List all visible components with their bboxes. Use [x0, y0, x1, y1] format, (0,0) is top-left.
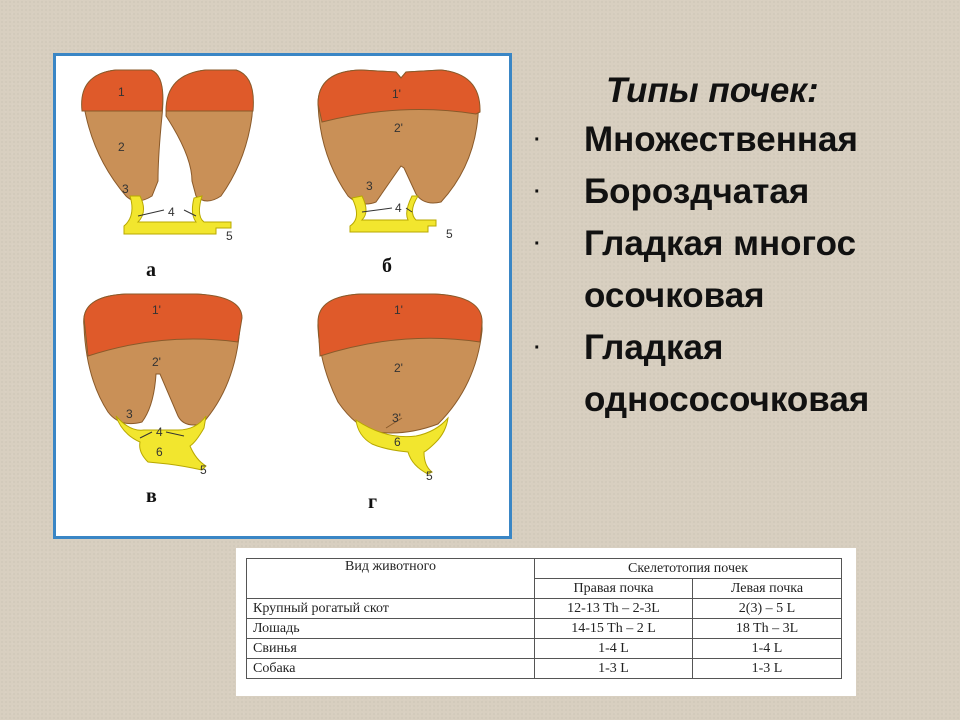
cell-left: 1-4 L [693, 639, 842, 659]
label-v-6: 6 [156, 445, 163, 459]
kidney-types-text [520, 68, 950, 426]
label-b-2: 2' [394, 121, 403, 135]
heading: Типы почек: [606, 71, 819, 110]
label-a-4: 4 [168, 205, 175, 219]
cell-right: 1-3 L [535, 659, 693, 679]
label-a-5: 5 [226, 229, 233, 243]
kidney-diagrams [56, 56, 509, 536]
label-g-2: 2' [394, 361, 403, 375]
kidney-types-list [520, 114, 950, 426]
bullet-icon: · [534, 181, 541, 203]
label-v-2: 2' [152, 355, 161, 369]
table-row [247, 599, 842, 619]
list-item [520, 218, 874, 322]
bullet-icon: · [534, 233, 541, 255]
type-label: Бороздчатая [584, 172, 810, 211]
bullet-icon: · [534, 337, 541, 359]
label-v-5: 5 [200, 463, 207, 477]
type-label: Гладкая многососочковая [584, 224, 857, 315]
label-b-1: 1' [392, 87, 401, 101]
type-label: Множественная [584, 120, 858, 159]
kidney-diagram-b [318, 70, 480, 277]
label-b-4: 4 [395, 201, 402, 215]
label-a-1: 1 [118, 85, 125, 99]
kidney-diagram-a [82, 70, 254, 281]
kidney-diagram-g [318, 294, 482, 513]
subfigure-letter-a: а [146, 259, 156, 281]
cell-right: 12-13 Th – 2-3L [535, 599, 693, 619]
header-left-kidney: Левая почка [693, 579, 842, 599]
table-row [247, 619, 842, 639]
list-item [520, 322, 914, 426]
label-b-3: 3 [366, 179, 373, 193]
label-a-3: 3 [122, 182, 129, 196]
label-g-3: 3' [392, 411, 401, 425]
cell-right: 14-15 Th – 2 L [535, 619, 693, 639]
list-item [520, 166, 950, 218]
cell-right: 1-4 L [535, 639, 693, 659]
bullet-icon: · [534, 129, 541, 151]
cell-left: 1-3 L [693, 659, 842, 679]
header-skeletotopy: Скелетотопия почек [535, 559, 842, 579]
subfigure-letter-g: г [368, 491, 378, 513]
kidney-types-figure [53, 53, 512, 539]
label-g-5: 5 [426, 469, 433, 483]
cell-left: 2(3) – 5 L [693, 599, 842, 619]
skeletotopy-table-panel [236, 548, 856, 696]
label-v-4: 4 [156, 425, 163, 439]
skeletotopy-table [246, 558, 842, 679]
cell-animal: Лошадь [247, 619, 535, 639]
header-animal: Вид животного [247, 559, 535, 599]
header-right-kidney: Правая почка [535, 579, 693, 599]
kidney-diagram-v [84, 294, 242, 507]
cell-animal: Свинья [247, 639, 535, 659]
label-v-3: 3 [126, 407, 133, 421]
label-g-6: 6 [394, 435, 401, 449]
label-b-5: 5 [446, 227, 453, 241]
list-item [520, 114, 950, 166]
subfigure-letter-b: б [382, 255, 392, 277]
subfigure-letter-v: в [146, 485, 157, 507]
cell-animal: Крупный рогатый скот [247, 599, 535, 619]
table-header-row [247, 559, 842, 579]
table-row [247, 639, 842, 659]
type-label: Гладкая однососочковая [584, 328, 870, 419]
label-v-1: 1' [152, 303, 161, 317]
cell-animal: Собака [247, 659, 535, 679]
label-g-1: 1' [394, 303, 403, 317]
table-row [247, 659, 842, 679]
label-a-2: 2 [118, 140, 125, 154]
cell-left: 18 Th – 3L [693, 619, 842, 639]
